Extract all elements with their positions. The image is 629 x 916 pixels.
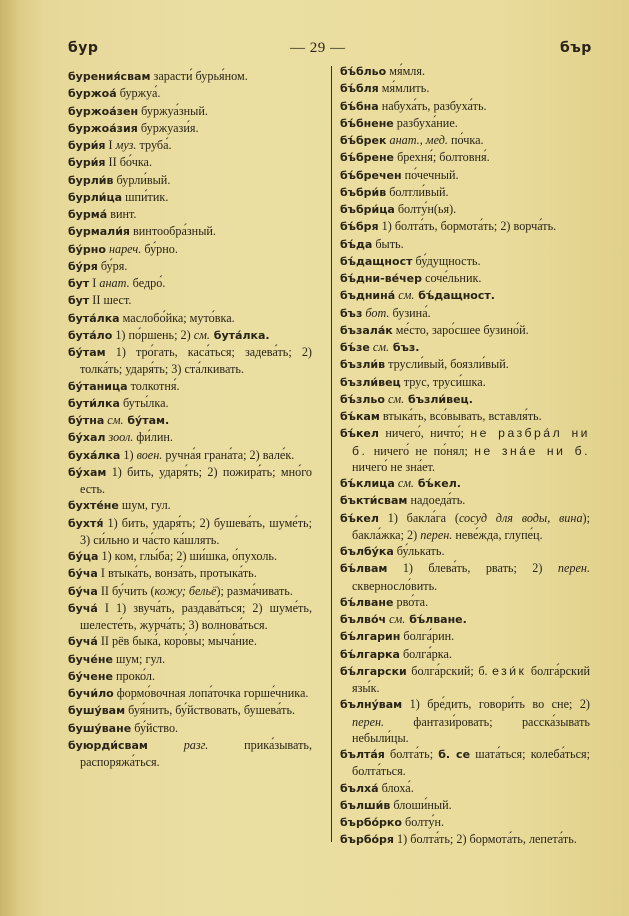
dictionary-entry — [340, 696, 590, 746]
entry-headword: бърбо́ря — [340, 833, 394, 847]
dictionary-entry — [340, 167, 590, 184]
entry-headword: бъзала́к — [340, 323, 393, 337]
dictionary-entry — [68, 583, 312, 600]
entry-text: быть. — [372, 236, 404, 251]
dictionary-entry — [68, 292, 312, 309]
entry-text: ); бакла́жка; 2) — [352, 510, 590, 542]
entry-text: бу́дущность. — [412, 253, 481, 268]
entry-text: блоха́. — [378, 780, 414, 795]
entry-text: 1) бить, ударя́ть; 2) пожира́ть; мно́го есть. — [80, 464, 312, 496]
dictionary-entry — [68, 258, 312, 275]
entry-headword: бухтя́ — [68, 516, 104, 530]
dictionary-entry — [68, 565, 312, 582]
entry-text: винт. — [107, 207, 137, 221]
dictionary-entry — [340, 374, 590, 391]
entry-headword: бъ́лгарка — [340, 647, 400, 661]
running-head-right: бър — [560, 40, 592, 56]
entry-headword: бъ́лгарин — [340, 630, 401, 644]
entry-text: ничего́, ничто́; — [378, 426, 471, 441]
entry-headword: бъкти́свам — [340, 494, 408, 508]
entry-text: б. се — [438, 748, 471, 761]
entry-text: бу́там. — [123, 414, 170, 427]
dictionary-entry — [68, 447, 312, 464]
dictionary-entry — [68, 429, 312, 446]
page-number: — 29 — — [290, 40, 346, 56]
dictionary-entry — [68, 378, 312, 395]
grammar-label: кожу; бельё — [154, 583, 217, 598]
entry-text: буржуази́я. — [137, 120, 199, 135]
dictionary-entry — [68, 600, 312, 634]
entry-text: ме́сто, заро́сшее бузино́й. — [392, 322, 529, 337]
dictionary-entry — [68, 737, 312, 771]
grammar-label: перен. — [352, 714, 385, 729]
dictionary-entry — [340, 780, 590, 797]
dictionary-entry — [340, 184, 590, 201]
grammar-label: см. — [397, 476, 415, 490]
dictionary-entry — [68, 515, 312, 549]
entry-headword: бъднина́ — [340, 289, 396, 303]
grammar-label: см. — [193, 327, 210, 342]
entry-text: I втыка́ть, вонза́ть, протыка́ть. — [97, 566, 257, 581]
entry-headword: бъ́брене — [340, 151, 395, 165]
entry-text: 1) ком, глы́ба; 2) ши́шка, о́пухоль. — [98, 549, 278, 563]
dictionary-entry — [340, 646, 590, 663]
grammar-label: разг. — [183, 737, 209, 752]
entry-text: рво́та. — [393, 594, 429, 609]
entry-text: бузина́. — [389, 305, 431, 320]
entry-headword: бъ́бречен — [340, 168, 402, 182]
entry-headword: бушу́вам — [68, 704, 126, 718]
entry-headword: бута́лка — [68, 311, 120, 325]
entry-text: бъзли́вец. — [404, 392, 473, 406]
entry-text: ничего́ не по́нял; — [367, 443, 475, 458]
entry-headword: бу́тна — [68, 414, 105, 427]
entry-headword: бъ́да — [340, 237, 373, 251]
entry-text: II рёв быка́, коро́вы; мыча́ние. — [97, 634, 257, 649]
dictionary-entry — [340, 408, 590, 425]
entry-text: не зна́е ни б. — [474, 443, 590, 458]
grammar-label: нареч. — [108, 241, 142, 256]
entry-text: фантази́ровать; расска́зывать небыли́цы. — [352, 714, 590, 745]
entry-text: брехня́; болтовня́. — [394, 150, 490, 165]
dictionary-entry — [68, 327, 312, 344]
dictionary-entry — [340, 628, 590, 645]
entry-text: бу́ря. — [97, 258, 128, 273]
dictionary-entry — [68, 412, 312, 429]
entry-headword: бъ́кел — [340, 511, 379, 525]
entry-text: бурли́вый. — [113, 172, 171, 187]
entry-text: 1) по́ршень; 2) — [112, 327, 194, 342]
entry-text: 1) тро́гать, каса́ться; задева́ть; 2) толка́ть; ударя́ть; 3) ста́лкивать. — [80, 345, 312, 377]
entry-text — [148, 738, 184, 752]
entry-text: бу́рно. — [141, 241, 178, 256]
entry-headword: буржоа́зен — [68, 104, 139, 118]
dictionary-entry — [68, 172, 312, 189]
entry-headword: бу́хал — [68, 431, 106, 445]
entry-headword: бути́лка — [68, 396, 120, 410]
entry-headword: бурли́в — [68, 173, 114, 187]
entry-headword: бу́ря — [68, 259, 98, 273]
entry-headword: бълбу́ка — [340, 545, 394, 558]
entry-text: болта́ть; — [384, 747, 439, 761]
entry-text: мя́мля. — [386, 64, 426, 78]
entry-text: бу́лькать. — [393, 544, 445, 558]
entry-text: ); разма́чивать. — [216, 583, 293, 598]
dictionary-entry — [68, 720, 312, 737]
dictionary-entry — [340, 63, 590, 80]
grammar-label: анат. — [99, 276, 130, 290]
dictionary-entry — [340, 560, 590, 594]
entry-headword: бърбо́рко — [340, 816, 402, 829]
entry-text: болга́рский; б. — [406, 663, 493, 678]
entry-headword: бу́ча — [68, 567, 98, 581]
dictionary-entry — [68, 685, 312, 702]
entry-text: I 1) звуча́ть, раздава́ться; 2) шуме́ть, шелесте́ть, журча́ть; 3) волнова́ться. — [80, 600, 312, 632]
dictionary-entry — [340, 475, 590, 492]
entry-text: болту́н. — [401, 815, 445, 829]
entry-headword: бъз — [340, 306, 363, 320]
dictionary-entry — [340, 492, 590, 509]
entry-headword: буче́не — [68, 652, 113, 666]
entry-headword: бълта́я — [340, 748, 385, 761]
entry-headword: буха́лка — [68, 448, 121, 462]
entry-headword: бъ́зльо — [340, 392, 385, 406]
entry-text: бъ́дащност. — [414, 289, 495, 303]
entry-text: шпи́тик. — [122, 189, 169, 204]
grammar-label: воен. — [136, 447, 163, 462]
entry-text: втыка́ть, всо́вывать, вставля́ть. — [379, 409, 542, 423]
entry-headword: бута́ло — [68, 328, 113, 342]
entry-headword: бълну́вам — [340, 698, 403, 712]
grammar-label: см. — [398, 288, 415, 303]
dictionary-entry — [68, 497, 312, 514]
entry-text: труба́. — [136, 138, 172, 152]
entry-headword: бури́я — [68, 139, 106, 152]
entry-headword: бурмали́я — [68, 225, 130, 239]
entry-headword: бут — [68, 294, 90, 308]
entry-text: трус, труси́шка. — [400, 374, 486, 389]
running-head-left: бур — [68, 40, 99, 56]
entry-text: соче́льник. — [422, 271, 482, 285]
dictionary-entry — [68, 241, 312, 258]
entry-text: разбуха́ние. — [393, 115, 458, 130]
entry-text: набуха́ть, разбуха́ть. — [378, 98, 487, 113]
entry-headword: бъ́бря — [340, 220, 379, 234]
entry-headword: бу́рно — [68, 242, 106, 256]
entry-headword: бъ́дащност — [340, 254, 413, 268]
dictionary-entry — [68, 464, 312, 498]
dictionary-entry — [68, 223, 312, 240]
entry-text: 1) бить, ударя́ть; 2) бушева́ть, шуме́ть; 3) си́льно и ча́сто ка́шлять. — [80, 515, 312, 547]
entry-headword: буюрди́свам — [68, 738, 148, 752]
entry-text: бъз. — [389, 341, 420, 354]
dictionary-entry — [340, 814, 590, 831]
dictionary-entry — [340, 746, 590, 780]
entry-headword: буржоа́зия — [68, 121, 138, 135]
entry-text: бу́йство. — [131, 720, 179, 735]
entry-text: неве́жда, глупе́ц. — [452, 527, 543, 542]
dictionary-entry — [68, 633, 312, 650]
entry-headword: бухте́не — [68, 499, 119, 513]
dictionary-entry — [340, 611, 590, 628]
entry-headword: бушу́ване — [68, 721, 132, 735]
entry-headword: бурли́ца — [68, 190, 123, 204]
entry-headword: бъзли́в — [340, 358, 386, 372]
dictionary-entry — [340, 218, 590, 235]
grammar-label: зоол. — [108, 430, 134, 445]
entry-text: мя́млить. — [378, 81, 430, 96]
entry-text: буя́нить, бу́йствовать, бушева́ть. — [125, 703, 296, 718]
dictionary-entry — [340, 305, 590, 322]
entry-text: болга́рка. — [399, 646, 452, 661]
entry-headword: бъ́бльо — [340, 65, 387, 78]
dictionary-entry — [340, 287, 590, 304]
dictionary-entry — [68, 651, 312, 668]
entry-text: винтообра́зный. — [129, 224, 216, 239]
dictionary-entry — [340, 543, 590, 560]
entry-headword: бъ́лвам — [340, 562, 388, 576]
entry-headword: бури́я — [68, 156, 106, 170]
dictionary-entry — [68, 206, 312, 223]
entry-text: 1) бакла́га ( — [378, 510, 459, 525]
entry-text: буржуа́. — [116, 86, 161, 101]
entry-text: 1) блева́ть, рвать; 2) — [387, 561, 558, 576]
entry-headword: буча́ — [68, 635, 98, 649]
entry-text: болту́н(ья). — [394, 202, 457, 216]
dictionary-entry — [68, 548, 312, 565]
grammar-label: см. — [387, 391, 405, 406]
dictionary-entry — [340, 425, 590, 475]
dictionary-entry — [340, 322, 590, 339]
entry-headword: бурма́ — [68, 208, 108, 221]
entry-headword: бъ́бнене — [340, 116, 394, 130]
entry-headword: бълши́в — [340, 798, 391, 812]
dictionary-entry — [340, 831, 590, 848]
dictionary-entry — [68, 702, 312, 719]
left-column — [68, 68, 312, 770]
entry-headword: бъ́лване — [340, 595, 394, 609]
entry-text: по́чка. — [447, 133, 484, 147]
dictionary-entry — [68, 310, 312, 327]
dictionary-entry — [68, 68, 312, 85]
entry-text: 1) болта́ть; 2) бормота́ть, лепета́ть. — [394, 832, 577, 847]
entry-headword: буча́ — [68, 601, 98, 615]
dictionary-entry — [340, 339, 590, 356]
entry-headword: бъбри́в — [340, 185, 387, 199]
entry-text: блоши́ный. — [390, 797, 452, 812]
entry-text: по́чечный. — [401, 167, 459, 182]
dictionary-entry — [68, 344, 312, 378]
entry-text: зарасти́ бурья́ном. — [150, 69, 248, 83]
entry-text: шум; гул. — [112, 651, 166, 666]
entry-text: буты́лка. — [119, 395, 169, 410]
entry-text: надоеда́ть. — [407, 493, 466, 508]
entry-text: буржуа́зный. — [138, 103, 208, 118]
entry-headword: бъ́кел — [340, 427, 379, 441]
entry-headword: бъ́лгарски — [340, 664, 407, 678]
entry-text: болга́рский язы́к. — [352, 663, 590, 695]
entry-text: I — [89, 276, 100, 290]
entry-text: II шест. — [89, 293, 132, 308]
dictionary-entry — [340, 236, 590, 253]
dictionary-entry — [340, 149, 590, 166]
grammar-label: сосуд для воды, вина — [458, 510, 583, 525]
dictionary-entry — [340, 594, 590, 611]
dictionary-entry — [340, 663, 590, 697]
entry-text: шата́ться; колеба́ться; болта́ться. — [352, 747, 591, 779]
entry-text: трусли́вый, боязли́вый. — [385, 357, 509, 372]
dictionary-entry — [340, 98, 590, 115]
entry-text: 1) — [120, 447, 137, 462]
entry-headword: бъ́зе — [340, 341, 370, 354]
entry-headword: бъбри́ца — [340, 203, 395, 216]
entry-text: 1) бре́дить, говори́ть во сне; 2) — [402, 697, 590, 712]
entry-headword: бу́ча — [68, 584, 98, 598]
entry-text: ези́к — [492, 663, 527, 678]
entry-headword: буржоа́ — [68, 87, 117, 101]
entry-text: фи́лин. — [133, 430, 173, 445]
entry-text: скверносло́вить. — [352, 578, 438, 593]
entry-text: не разбра́л ни б. — [352, 426, 590, 458]
entry-text: формо́вочная лопа́точка горше́чника. — [113, 686, 309, 700]
entry-headword: бъ́клица — [340, 477, 395, 490]
entry-headword: бурения́свам — [68, 70, 151, 83]
entry-text: II бо́чка. — [105, 155, 153, 170]
dictionary-entry — [68, 154, 312, 171]
dictionary-entry — [68, 103, 312, 120]
dictionary-entry — [68, 120, 312, 137]
entry-headword: бу́таница — [68, 379, 128, 393]
column-divider — [331, 66, 332, 842]
entry-text: II бу́чить ( — [97, 583, 155, 598]
entry-headword: бъ́бля — [340, 82, 379, 96]
dictionary-entry — [340, 132, 590, 149]
entry-headword: бучи́ло — [68, 687, 114, 700]
entry-headword: бу́ца — [68, 550, 99, 563]
grammar-label: перен. — [420, 527, 453, 542]
entry-headword: бу́чене — [68, 669, 113, 683]
entry-text: маслобо́йка; муто́вка. — [119, 310, 235, 325]
entry-headword: бъ́бна — [340, 99, 379, 113]
dictionary-entry — [340, 115, 590, 132]
entry-headword: бу́там — [68, 346, 106, 359]
dictionary-entry — [68, 275, 312, 292]
entry-headword: бу́хам — [68, 465, 107, 479]
entry-headword: бълво́ч — [340, 613, 387, 626]
grammar-label: см. — [107, 413, 124, 427]
dictionary-entry — [68, 395, 312, 412]
dictionary-entry — [340, 797, 590, 814]
grammar-label: см. — [389, 612, 406, 626]
entry-text: ручна́я грана́та; 2) вале́к. — [162, 447, 295, 462]
dictionary-entry — [68, 668, 312, 685]
entry-headword: бъ́брек — [340, 134, 387, 147]
entry-text: бедро́. — [129, 276, 166, 290]
grammar-label: анат., мед. — [389, 133, 448, 147]
entry-headword: бъ́дни-ве́чер — [340, 272, 423, 285]
entry-text: шум, гул. — [118, 498, 171, 513]
dictionary-entry — [340, 356, 590, 373]
entry-headword: бъзли́вец — [340, 375, 401, 389]
dictionary-entry — [68, 85, 312, 102]
entry-text: болга́рин. — [400, 629, 455, 644]
entry-headword: бълха́ — [340, 781, 379, 795]
entry-text: толкотня́. — [127, 378, 180, 393]
entry-text: болтли́вый. — [386, 184, 449, 199]
entry-text: 1) болта́ть, бормота́ть; 2) ворча́ть. — [378, 219, 557, 234]
grammar-label: см. — [372, 340, 390, 354]
entry-text: I — [105, 138, 116, 152]
dictionary-entry — [340, 270, 590, 287]
grammar-label: муз. — [115, 138, 137, 152]
entry-text: прика́зывать, распоряжа́ться. — [80, 737, 312, 769]
entry-text: бъ́лване. — [405, 613, 467, 626]
entry-text: бута́лка. — [209, 328, 270, 342]
entry-headword: бъ́кам — [340, 410, 380, 423]
grammar-label: перен. — [557, 561, 590, 576]
entry-headword: бут — [68, 277, 90, 290]
dictionary-entry — [68, 189, 312, 206]
entry-text: проко́л. — [112, 668, 156, 683]
dictionary-entry — [340, 510, 590, 544]
dictionary-entry — [68, 137, 312, 154]
right-column — [340, 63, 590, 849]
grammar-label: бот. — [365, 305, 390, 320]
dictionary-entry — [340, 391, 590, 408]
dictionary-entry — [340, 253, 590, 270]
dictionary-entry — [340, 201, 590, 218]
entry-text: ничего́ не зна́ет. — [352, 459, 436, 474]
entry-text: бъ́кел. — [414, 477, 461, 490]
dictionary-entry — [340, 80, 590, 97]
